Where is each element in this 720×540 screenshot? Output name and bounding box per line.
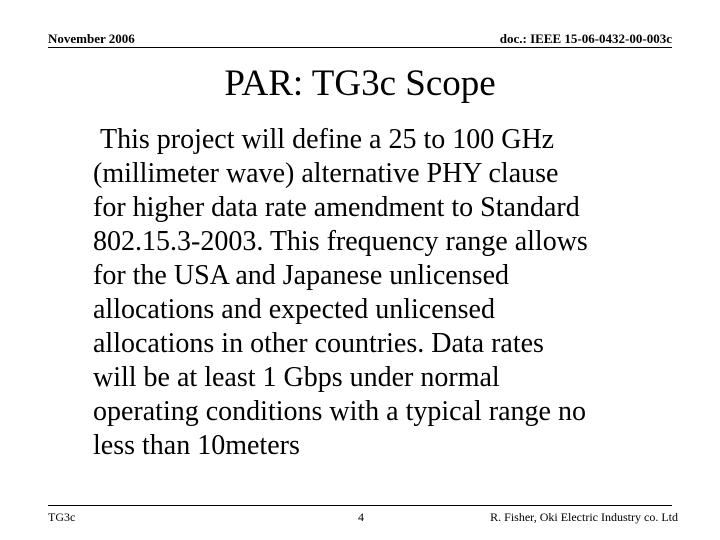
body-line: 802.15.3-2003. This frequency range allows [93, 226, 588, 257]
header-doc-id: doc.: IEEE 15-06-0432-00-003c [499, 31, 672, 46]
body-line: allocations and expected unlicensed [93, 294, 495, 325]
footer-author: R. Fisher, Oki Electric Industry co. Ltd [490, 510, 678, 524]
body-line: for higher data rate amendment to Standard [93, 192, 580, 223]
footer-group-label: TG3c [48, 510, 76, 524]
page-number: 4 [358, 510, 364, 524]
body-line: allocations in other countries. Data rates [93, 328, 544, 359]
slide-title: PAR: TG3c Scope [224, 63, 496, 104]
slide-body [93, 123, 673, 463]
header-divider [48, 47, 672, 48]
body-line: will be at least 1 Gbps under normal [93, 362, 500, 393]
body-line: (millimeter wave) alternative PHY clause [93, 158, 559, 189]
body-line: for the USA and Japanese unlicensed [93, 260, 509, 291]
body-line: operating conditions with a typical range no [93, 396, 586, 427]
body-line: This project will define a 25 to 100 GHz [100, 124, 555, 155]
header-date: November 2006 [48, 31, 135, 46]
footer-divider [48, 505, 672, 506]
body-line: less than 10meters [93, 430, 300, 461]
